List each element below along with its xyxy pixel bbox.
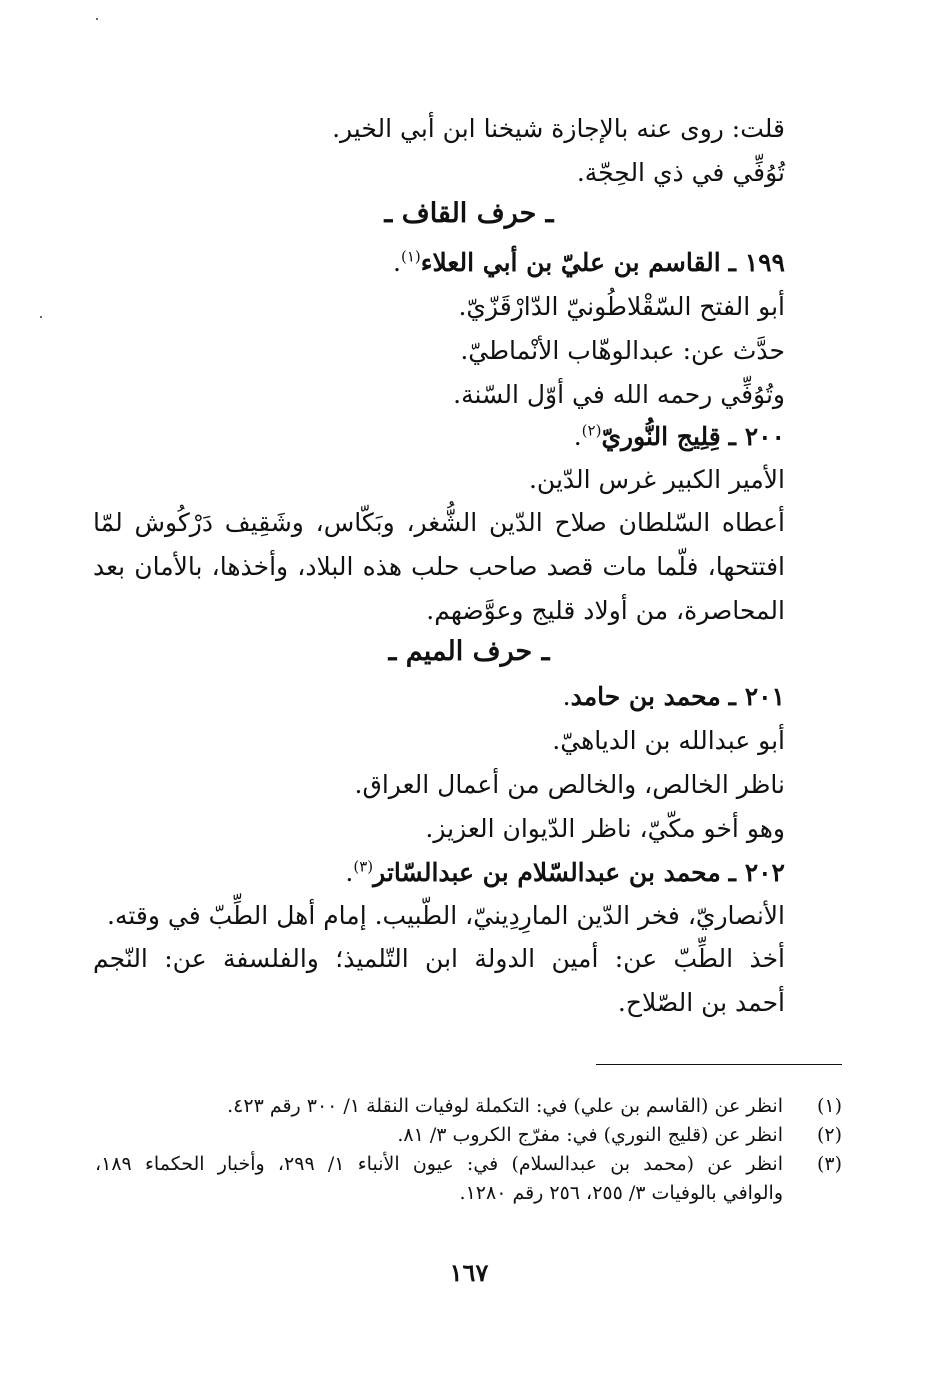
footnote-text: انظر عن (محمد بن عبدالسلام) في: عيون الأنباء ١/ ٢٩٩، وأخبار الحكماء ١٨٩، [95,1153,783,1175]
footnote-ref: (٣) [353,857,374,876]
entry-number: ٢٠٠ ـ [728,422,785,451]
text-line: أبو الفتح السّقْلاطُونيّ الدّارْقَزّيّ. [458,292,785,321]
footnote-ref: (١) [400,247,421,266]
entry-name: قِلِيج النُّوريّ [601,422,721,451]
text-line: افتتحها، فلّما مات قصد صاحب حلب هذه البلاد، وأخذها، بالأمان بعد [93,552,785,581]
text-line: تُوُفِّي في ذي الحِجّة. [576,158,785,187]
page-number: ١٦٧ [449,1258,489,1287]
text-line: الأنصاريّ، فخر الدّين المارِدِينيّ، الطّبيب. إمام أهل الطِّبّ في وقته. [107,901,785,930]
entry-end: . [573,422,582,451]
scan-speck [96,18,98,20]
text-line: حدَّث عن: عبدالوهّاب الأنْماطيّ. [460,336,785,365]
section-heading-mim: ـ حرف الميم ـ [388,636,550,667]
footnote-text: والوافي بالوفيات ٣/ ٢٥٥، ٢٥٦ رقم ١٢٨٠. [459,1182,783,1204]
entry-name: محمد بن حامد [570,682,721,711]
entry-number: ٢٠٢ ـ [728,858,785,887]
entry-number: ١٩٩ ـ [728,248,785,277]
entry-end: . [345,858,354,887]
text-line: أحمد بن الصّلاح. [617,988,785,1017]
entry-200-title [574,420,785,454]
entry-end: . [562,682,571,711]
footnote-mark: (١) [816,1095,842,1117]
text-line: المحاصرة، من أولاد قليج وعوَّضهم. [426,596,785,625]
text-line: قلت: روى عنه بالإجازة شيخنا ابن أبي الخير. [332,114,785,143]
text-line: أعطاه السّلطان صلاح الدّين الشُّغر، وبَكّاس، وشَقِيف دَرْكُوش لمّا [93,508,785,537]
footnote-separator [596,1064,842,1065]
entry-end: . [393,248,401,277]
footnote-ref: (٢) [581,421,602,440]
footnote-mark: (٣) [816,1153,842,1175]
text-line: أخذ الطِّبّ عن: أمين الدولة ابن التّلميذ؛ والفلسفة عن: النّجم [93,944,785,973]
scan-speck [40,316,42,318]
footnote-mark: (٢) [816,1124,842,1146]
text-line: الأمير الكبير غرس الدّين. [528,465,785,494]
entry-name: القاسم بن عليّ بن أبي العلاء [420,248,721,277]
footnote-text: انظر عن (قليج النوري) في: مفرّج الكروب ٣/ ٨١. [397,1124,783,1146]
entry-number: ٢٠١ ـ [728,682,785,711]
entry-202-title [345,856,785,890]
text-line: أبو عبدالله بن الدياهيّ. [552,726,785,755]
entry-name: محمد بن عبدالسّلام بن عبدالسّاتر [373,858,721,887]
text-line: ناظر الخالص، والخالص من أعمال العراق. [354,770,785,799]
entry-199-title [393,246,785,280]
footnote-text: انظر عن (القاسم بن علي) في: التكملة لوفيات النقلة ١/ ٣٠٠ رقم ٤٢٣. [227,1095,783,1117]
text-line: وهو أخو مكّيّ، ناظر الدّيوان العزيز. [425,814,785,843]
entry-201-title [563,680,785,714]
section-heading-qaf: ـ حرف القاف ـ [384,198,554,229]
text-line: وتُوُفِّي رحمه الله في أوّل السّنة. [453,380,785,409]
